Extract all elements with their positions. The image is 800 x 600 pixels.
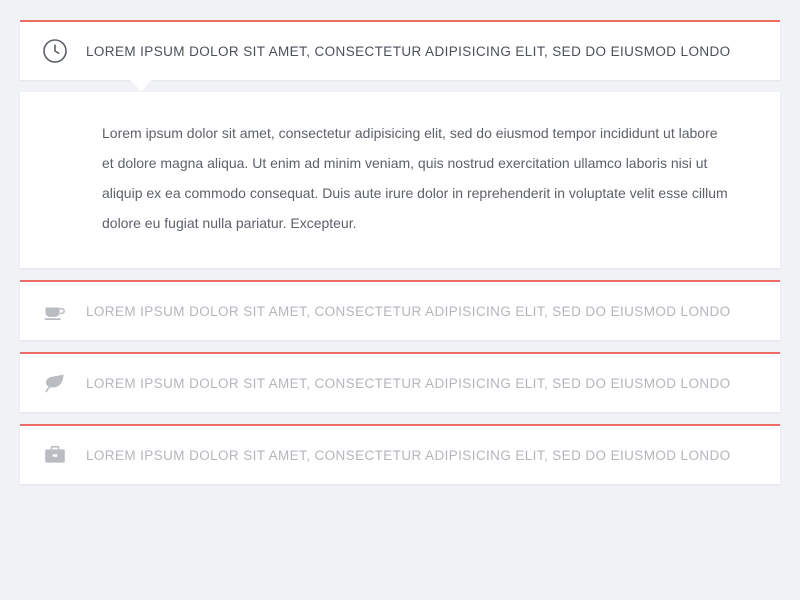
accordion-header-1[interactable] [20, 22, 780, 80]
accordion-header-3[interactable] [20, 354, 780, 412]
accordion-body-text-1: Lorem ipsum dolor sit amet, consectetur adipisicing elit, sed do eiusmod tempor incididunt ut labore et dolore magna aliqua. Ut enim ad minim veniam, quis nostrud exercitation ullamco laboris nisi ut aliquip ex ea commodo consequat. Duis aute irure dolor in reprehenderit in voluptate velit esse cillum dolore eu fugiat nulla pariatur. Excepteur. [102, 125, 728, 232]
clock-icon [42, 38, 68, 64]
accordion-title-1: LOREM IPSUM DOLOR SIT AMET, CONSECTETUR ADIPISICING ELIT, SED DO EIUSMOD LONDO [86, 43, 731, 59]
accordion-body-1 [20, 92, 780, 268]
accordion-title-2: LOREM IPSUM DOLOR SIT AMET, CONSECTETUR ADIPISICING ELIT, SED DO EIUSMOD LONDO [86, 303, 731, 319]
accordion-header-2[interactable] [20, 282, 780, 340]
accordion-panel-2 [20, 280, 780, 340]
accordion-panel-4 [20, 424, 780, 484]
accordion-title-4: LOREM IPSUM DOLOR SIT AMET, CONSECTETUR ADIPISICING ELIT, SED DO EIUSMOD LONDO [86, 447, 731, 463]
briefcase-icon [42, 442, 68, 468]
accordion-title-3: LOREM IPSUM DOLOR SIT AMET, CONSECTETUR ADIPISICING ELIT, SED DO EIUSMOD LONDO [86, 375, 731, 391]
accordion [20, 0, 780, 484]
accordion-panel-1 [20, 20, 780, 80]
leaf-icon [42, 370, 68, 396]
accordion-panel-3 [20, 352, 780, 412]
accordion-header-4[interactable] [20, 426, 780, 484]
coffee-cup-icon [42, 298, 68, 324]
